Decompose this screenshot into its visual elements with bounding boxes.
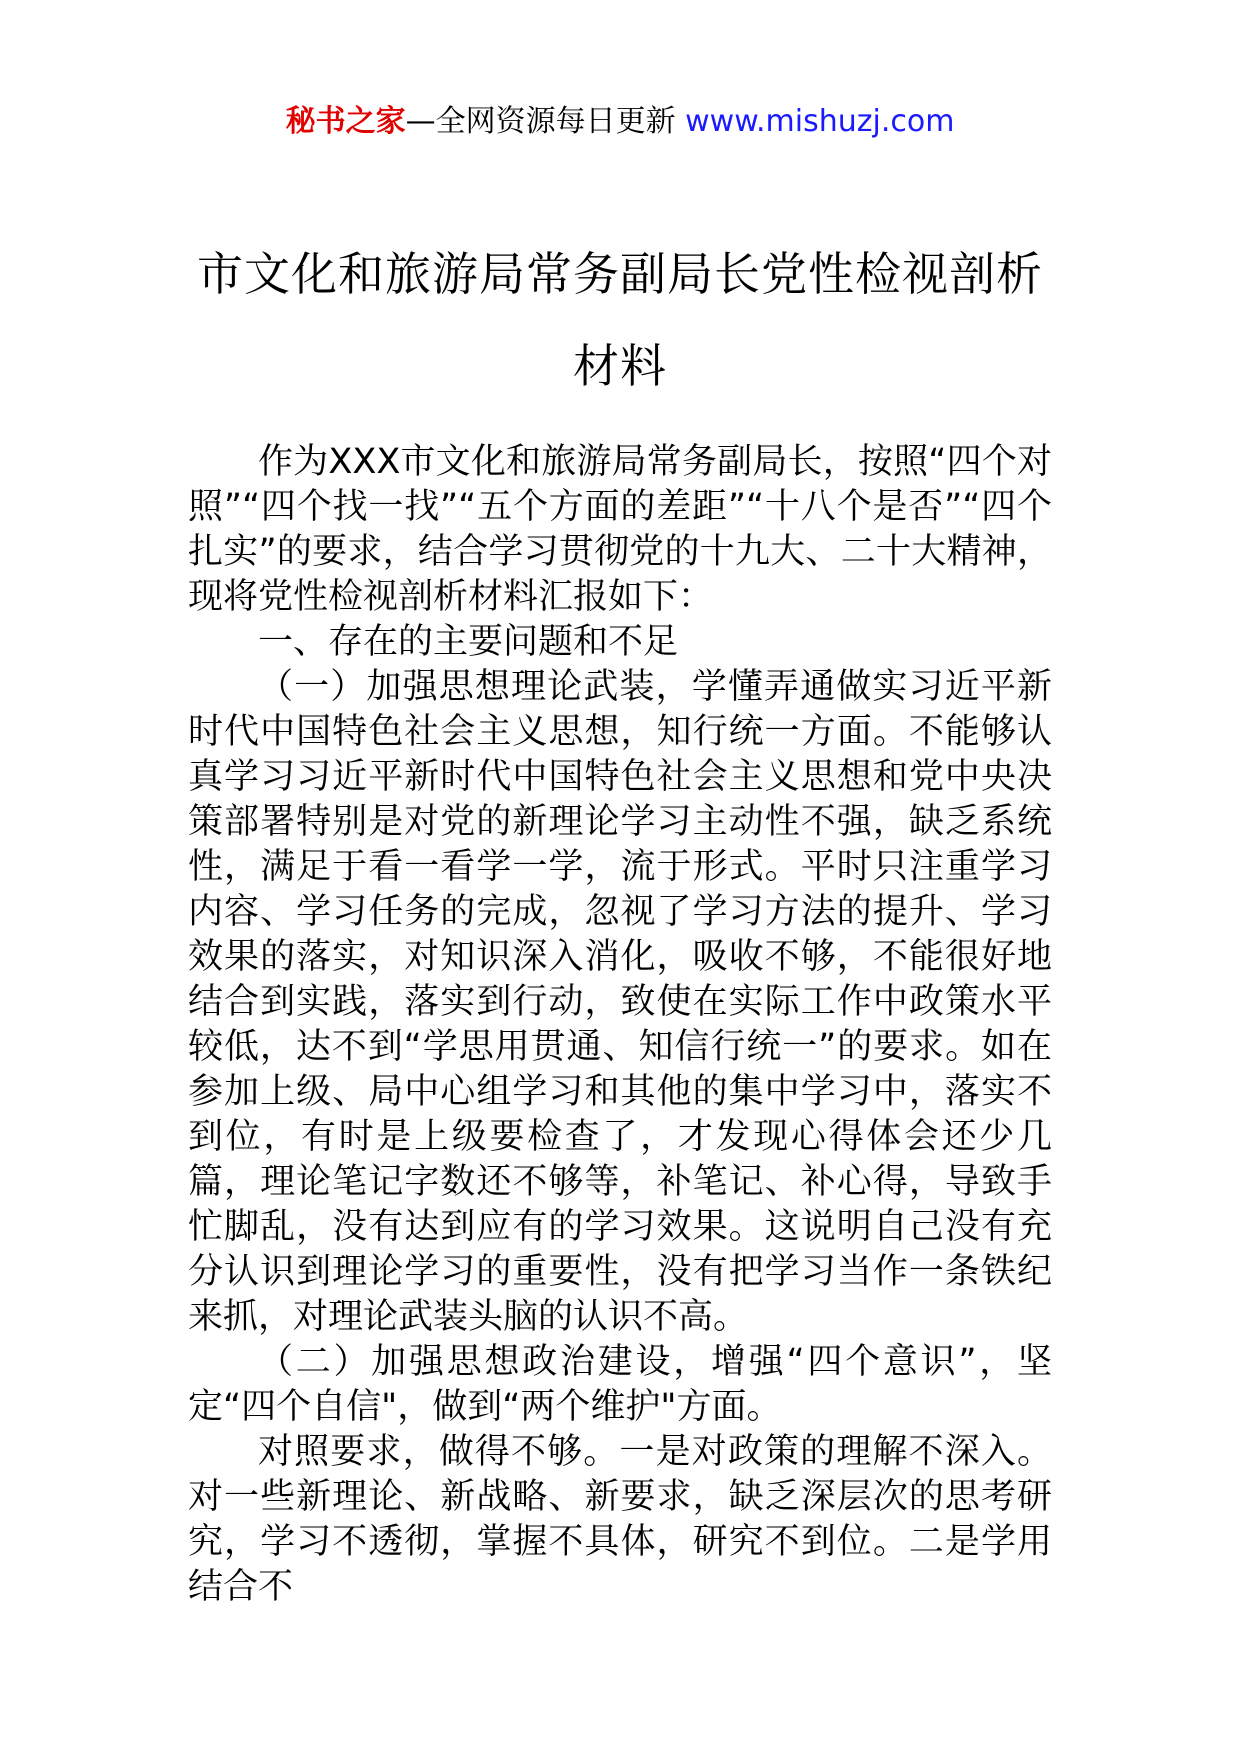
brand-name: 秘书之家 [285,104,406,139]
document-body [188,440,1052,1610]
paragraph-intro: 作为XXX市文化和旅游局常务副局长，按照“四个对照”“四个找一找”“五个方面的差距”“十八个是否”“四个扎实”的要求，结合学习贯彻党的十九大、二十大精神，现将党性检视剖析材料汇报如下： [188,442,1052,617]
document-title: 市文化和旅游局常务副局长党性检视剖析材料 [197,247,1043,393]
paragraph-item-2-body: 对照要求，做得不够。一是对政策的理解不深入。对一些新理论、新战略、新要求，缺乏深层次的思考研究，学习不透彻，掌握不具体，研究不到位。二是学用结合不 [188,1432,1052,1607]
paragraph-item-2-heading: （二）加强思想政治建设，增强“四个意识”，坚定“四个自信"，做到“两个维护"方面。 [188,1342,1052,1427]
site-url-link[interactable]: www.mishuzj.com [685,104,955,139]
banner-slogan: —全网资源每日更新 [405,104,686,139]
site-banner [0,102,1240,142]
section-heading: 一、存在的主要问题和不足 [258,622,679,662]
paragraph-item-1: （一）加强思想理论武装，学懂弄通做实习近平新时代中国特色社会主义思想，知行统一方面。不能够认真学习习近平新时代中国特色社会主义思想和党中央决策部署特别是对党的新理论学习主动性不强，缺乏系统性，满足于看一看学一学，流于形式。平时只注重学习内容、学习任务的完成，忽视了学习方法的提升、学习效果的落实，对知识深入消化，吸收不够，不能很好地结合到实践，落实到行动，致使在实际工作中政策水平较低，达不到“学思用贯通、知信行统一”的要求。如在参加上级、局中心组学习和其他的集中学习中，落实不到位，有时是上级要检查了，才发现心得体会还少几篇，理论笔记字数还不够等，补笔记、补心得，导致手忙脚乱，没有达到应有的学习效果。这说明自己没有充分认识到理论学习的重要性，没有把学习当作一条铁纪来抓，对理论武装头脑的认识不高。 [188,667,1052,1337]
